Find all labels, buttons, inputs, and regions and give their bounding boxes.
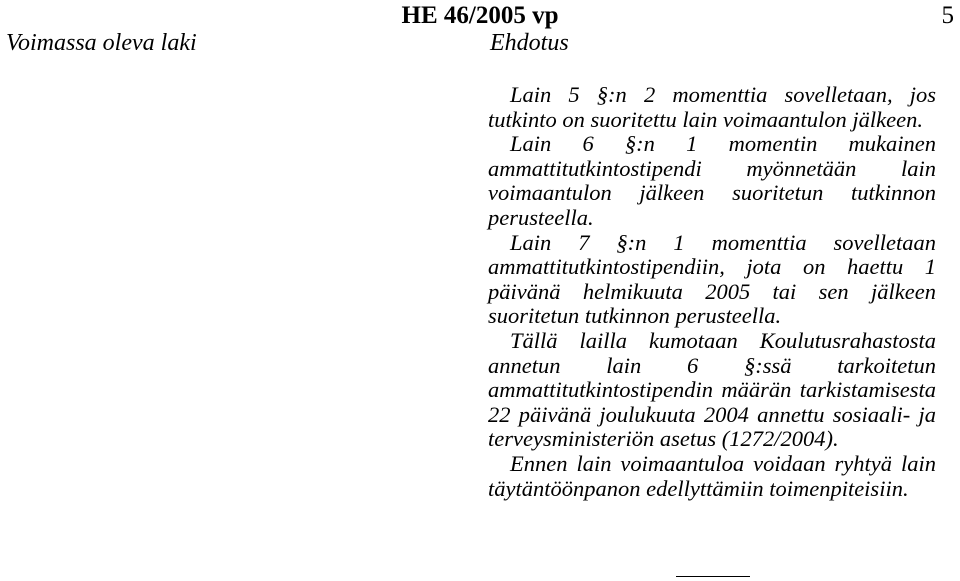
left-column-title: Voimassa oleva laki (6, 30, 197, 56)
paragraph-5: Ennen lain voimaantuloa voidaan ryhtyä lain täytäntöönpanon edellyttämiin toimenpiteisiin. (488, 450, 936, 501)
document-id: HE 46/2005 vp (401, 2, 559, 29)
paragraph-2: Lain 6 §:n 1 momentin mukainen ammattitutkintostipendi myönnetään lain voimaantulon jälkeen suoritetun tutkinnon perusteella. (488, 131, 936, 230)
paragraph-1: Lain 5 §:n 2 momenttia sovelletaan, jos tutkinto on suoritettu lain voimaantulon jälkeen. (488, 82, 936, 132)
page-number: 5 (941, 2, 954, 29)
right-column-title: Ehdotus (490, 30, 569, 56)
proposal-text-column (488, 83, 936, 501)
end-rule-divider (676, 576, 750, 577)
paragraph-4: Tällä lailla kumotaan Koulutusrahastosta annetun lain 6 §:ssä tarkoitetun ammattitutkintostipendin määrän tarkistamisesta 22 päivänä joulukuuta 2004 annettu sosiaali- ja terveysministeriön asetus (1272/2004). (488, 327, 936, 452)
paragraph-3: Lain 7 §:n 1 momenttia sovelletaan ammattitutkintostipendiin, jota on haettu 1 päivänä helmikuuta 2005 tai sen jälkeen suoritetun tutkinnon perusteella. (488, 229, 936, 329)
